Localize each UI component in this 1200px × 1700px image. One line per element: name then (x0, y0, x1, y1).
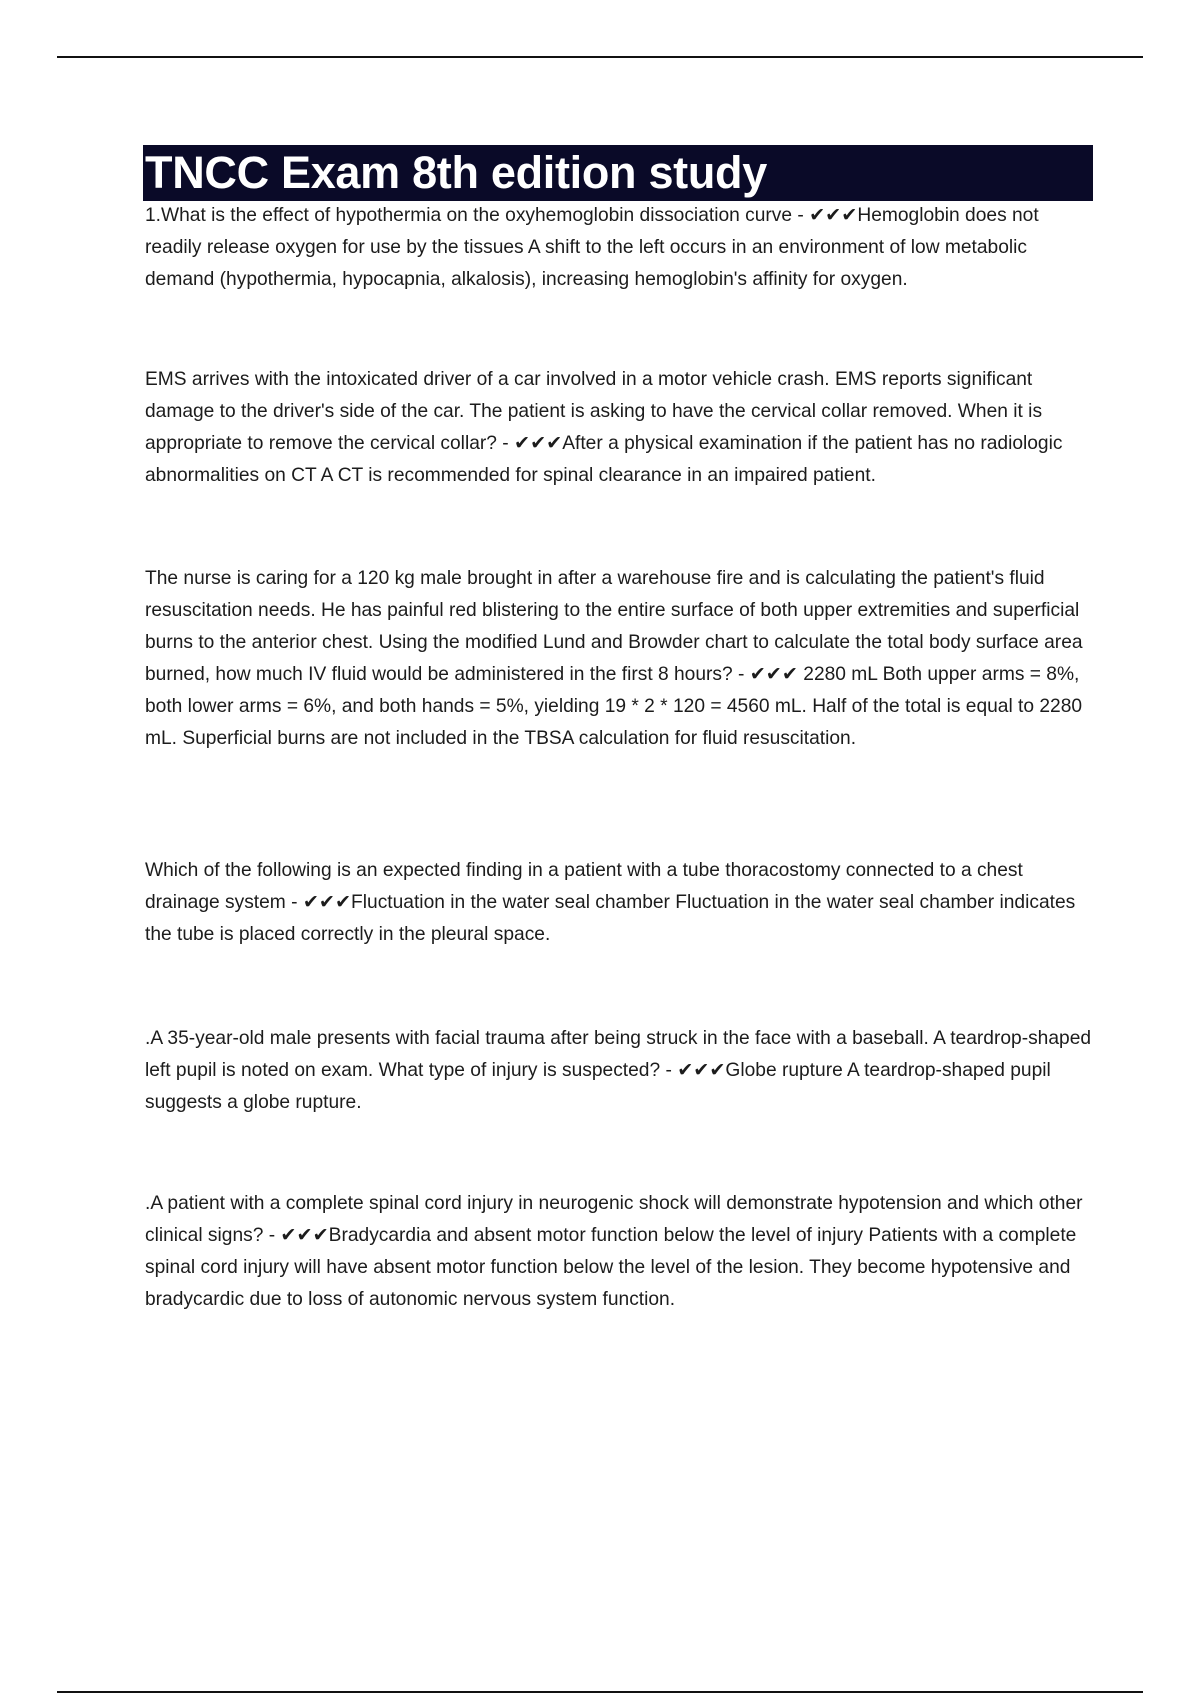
qa-item-3: The nurse is caring for a 120 kg male brought in after a warehouse fire and is calculating the patient's fluid resuscitation needs. He has painful red blistering to the entire surface of both upper extremities and superficial burns to the anterior chest. Using the modified Lund and Browder chart to calculate the total body surface area burned, how much IV fluid would be administered in the first 8 hours? - ✔✔✔ 2280 mL Both upper arms = 8%, both lower arms = 6%, and both hands = 5%, yielding 19 * 2 * 120 = 4560 mL. Half of the total is equal to 2280 mL. Superficial burns are not included in the TBSA calculation for fluid resuscitation. (145, 568, 1083, 749)
qa-item-1: 1.What is the effect of hypothermia on the oxyhemoglobin dissociation curve - ✔✔✔Hemoglobin does not readily release oxygen for use by the tissues A shift to the left occurs in an environment of low metabolic demand (hypothermia, hypocapnia, alkalosis), increasing hemoglobin's affinity for oxygen. (145, 205, 1039, 290)
document-title-bar (143, 145, 1093, 201)
qa-item-4: Which of the following is an expected finding in a patient with a tube thoracostomy connected to a chest drainage system - ✔✔✔Fluctuation in the water seal chamber Fluctuation in the water seal chamber indicates the tube is placed correctly in the pleural space. (145, 860, 1076, 945)
bottom-divider (57, 1691, 1143, 1693)
top-divider (57, 56, 1143, 58)
qa-item-2: EMS arrives with the intoxicated driver of a car involved in a motor vehicle crash. EMS reports significant damage to the driver's side of the car. The patient is asking to have the cervical collar removed. When it is appropriate to remove the cervical collar? - ✔✔✔After a physical examination if the patient has no radiologic abnormalities on CT A CT is recommended for spinal clearance in an impaired patient. (145, 369, 1063, 486)
qa-item-6: .A patient with a complete spinal cord injury in neurogenic shock will demonstrate hypotension and which other clinical signs? - ✔✔✔Bradycardia and absent motor function below the level of injury Patients with a complete spinal cord injury will have absent motor function below the level of the lesion. They become hypotensive and bradycardic due to loss of autonomic nervous system function. (145, 1193, 1083, 1310)
qa-item-5: .A 35-year-old male presents with facial trauma after being struck in the face with a baseball. A teardrop-shaped left pupil is noted on exam. What type of injury is suspected? - ✔✔✔Globe rupture A teardrop-shaped pupil suggests a globe rupture. (145, 1028, 1092, 1113)
document-title: TNCC Exam 8th edition study (145, 147, 767, 198)
